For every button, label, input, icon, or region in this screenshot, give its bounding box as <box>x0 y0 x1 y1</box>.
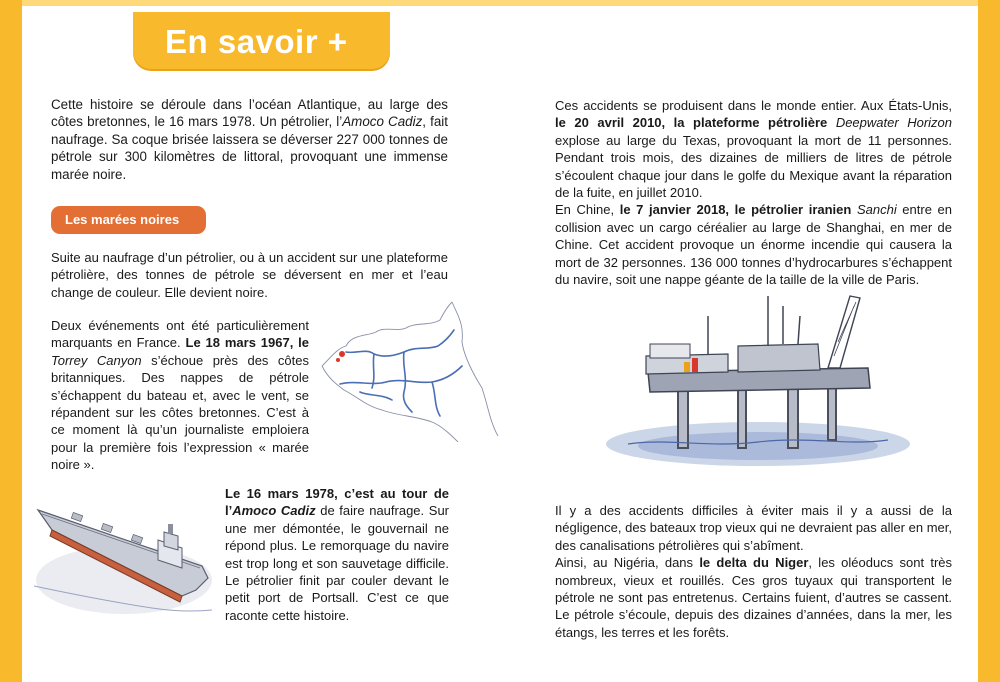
intro-text-2: , fait naufrage. Sa coque brisée laissera se déverser 227 000 tonnes de pétrole sur 300 kilomètres de littoral, provoquant une immense marée noire. <box>51 114 448 182</box>
tanker-ship-icon <box>32 470 215 622</box>
negligence-paragraph <box>555 502 952 641</box>
world-rig-name: Deepwater Horizon <box>835 115 953 131</box>
negligence-text-2: Ainsi, au Nigéria, dans <box>555 555 700 571</box>
amoco-text: de faire naufrage. Sur une mer démontée, le gouvernail ne répond plus. Le remorquage du navire est trop long et son sauvetage difficile. Le pétrolier finit par couler devant le petit port de Portsall. C’est ce que raconte cette histoire. <box>225 503 450 623</box>
intro-ship-name: Amoco Cadiz <box>342 114 423 130</box>
section-heading-marees-noires <box>51 206 206 234</box>
world-date-1: le 20 avril 2010, la plateforme pétrolière <box>555 115 836 131</box>
world-text-4: entre en collision avec un cargo céréalier au large de Shanghai, en mer de Chine. Cet accident provoque un énorme incendie qui causera la mort de 32 personnes. 136 000 tonnes d’hydrocarbures s’échappent du navire, soit une nappe géante de la taille de la ville de Paris. <box>555 202 953 288</box>
oil-platform-icon <box>588 276 918 478</box>
section-heading-label: Les marées noires <box>65 212 180 227</box>
events-ship-name: Torrey Canyon <box>51 352 142 368</box>
events-text-2: s’échoue près des côtes britanniques. Des nappes de pétrole s’échappent du bateau et, avec le vent, se répandent sur les côtes bretonnes. C’est à ce moment là qu’un journaliste emploiera pour la première fois l’expression « marée noire ». <box>51 352 309 473</box>
page-top-band <box>22 0 978 6</box>
world-ship-name: Sanchi <box>856 202 897 218</box>
intro-paragraph <box>51 96 448 183</box>
world-date-2: le 7 janvier 2018, le pétrolier iranien <box>619 202 857 218</box>
amoco-paragraph <box>225 485 449 624</box>
page-left-border <box>0 0 22 682</box>
amoco-lead: Le 16 mars 1978, c’est au tour de l’ <box>225 486 449 519</box>
world-text-3: En Chine, <box>555 202 620 218</box>
brittany-map-icon <box>312 296 499 442</box>
page-right-border <box>978 0 1000 682</box>
events-text-1: Deux événements ont été particulièrement marquants en France. <box>51 318 309 351</box>
world-paragraph <box>555 97 952 288</box>
world-text-2: explose au large du Texas, provoquant la mort de 11 personnes. Pendant trois mois, des dizaines de milliers de litres de pétrole s’écoulent chaque jour dans le golfe du Mexique avant la réparation de la fuite, en juillet 2010. <box>555 132 952 201</box>
page-title: En savoir + <box>165 23 348 60</box>
header-banner <box>133 12 390 69</box>
negligence-text-3: , les oléoducs sont très nombreux, vieux et rouillés. Ces gros tuyaux qui transportent le pétrole ne sont pas entretenus. Certains fuient, d’autres se cassent. Le pétrole s’écoule, depuis des dizaines d’années, dans la mer, les étangs, les terres et les forêts. <box>555 555 952 640</box>
marees-paragraph: Suite au naufrage d’un pétrolier, ou à un accident sur une plateforme pétrolière, des tonnes de pétrole se déversent en mer et l’eau change de couleur. Elle devient noire. <box>51 250 448 300</box>
amoco-ship-name: Amoco Cadiz <box>232 503 316 519</box>
events-paragraph <box>51 317 309 474</box>
negligence-text-1: Il y a des accidents difficiles à éviter mais il y a aussi de la négligence, des bateaux trop vieux qui ne devraient pas aller en mer, des canalisations pétrolières qui s’abîment. <box>555 503 952 553</box>
negligence-place: le delta du Niger <box>699 555 809 571</box>
events-date: Le 18 mars 1967, le <box>185 335 310 351</box>
world-text-1: Ces accidents se produisent dans le monde entier. Aux États-Unis, <box>555 98 952 113</box>
intro-text-1: Cette histoire se déroule dans l’océan Atlantique, au large des côtes bretonnes, le 16 mars 1978. Un pétrolier, l’ <box>51 97 448 130</box>
